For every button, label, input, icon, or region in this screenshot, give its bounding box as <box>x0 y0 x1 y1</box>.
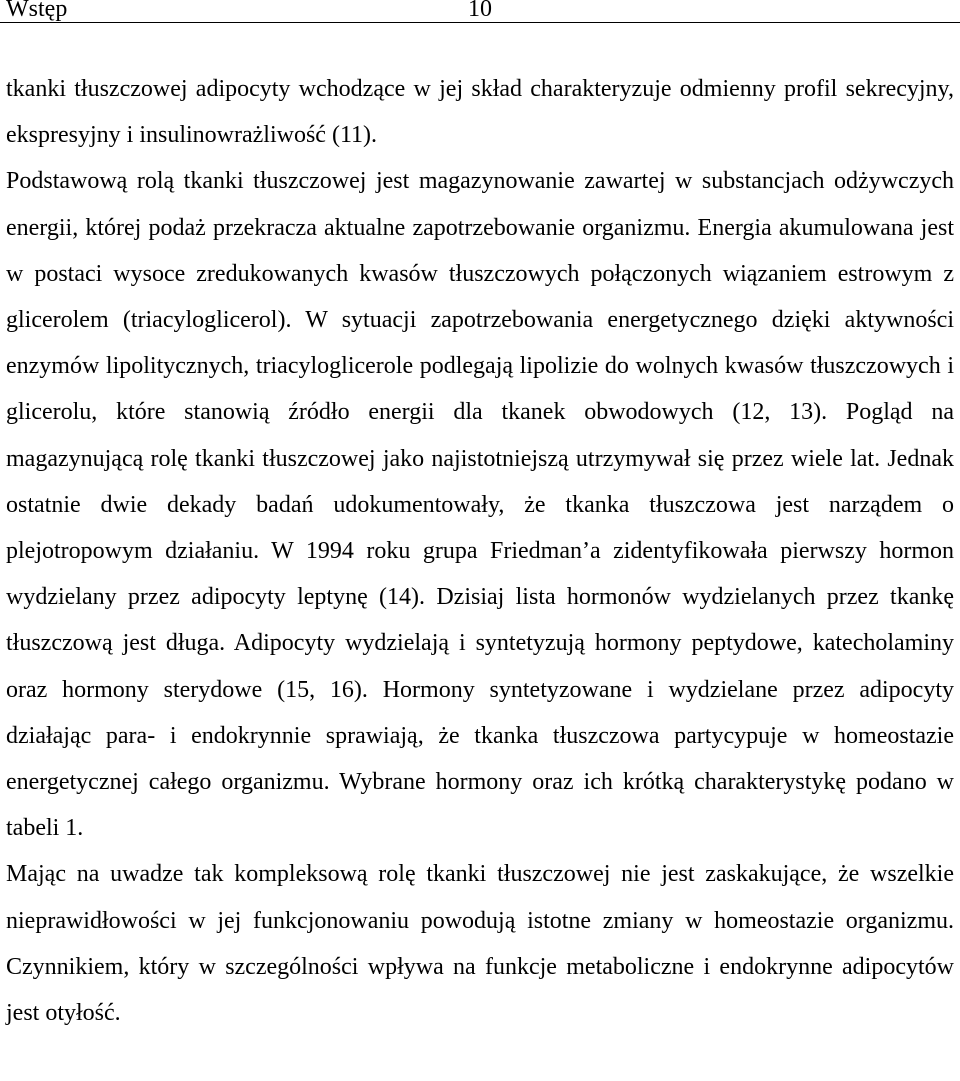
body-text <box>6 66 954 1036</box>
paragraph-2: Podstawową rolą tkanki tłuszczowej jest magazynowanie zawartej w substancjach odżywczych energii, której podaż przekracza aktualne zapotrzebowanie organizmu. Energia akumulowana jest w postaci wysoce zredukowanych kwasów tłuszczowych połączonych wiązaniem estrowym z glicerolem (triacyloglicerol). W sytuacji zapotrzebowania energetycznego dzięki aktywności enzymów lipolitycznych, triacyloglicerole podlegają lipolizie do wolnych kwasów tłuszczowych i glicerolu, które stanowią źródło energii dla tkanek obwodowych (12, 13). Pogląd na magazynującą rolę tkanki tłuszczowej jako najistotniejszą utrzymywał się przez wiele lat. Jednak ostatnie dwie dekady badań udokumentowały, że tkanka tłuszczowa jest narządem o plejotropowym działaniu. W 1994 roku grupa Friedman’a zidentyfikowała pierwszy hormon wydzielany przez adipocyty leptynę (14). Dzisiaj lista hormonów wydzielanych przez tkankę tłuszczową jest długa. Adipocyty wydzielają i syntetyzują hormony peptydowe, katecholaminy oraz hormony sterydowe (15, 16). Hormony syntetyzowane i wydzielane przez adipocyty działając para- i endokrynnie sprawiają, że tkanka tłuszczowa partycypuje w homeostazie energetycznej całego organizmu. Wybrane hormony oraz ich krótką charakterystykę podano w tabeli 1. <box>6 168 954 842</box>
page-header <box>0 0 960 23</box>
page-number: 10 <box>468 0 492 22</box>
paragraph-3: Mając na uwadze tak kompleksową rolę tkanki tłuszczowej nie jest zaskakujące, że wszelkie nieprawidłowości w jej funkcjonowaniu powodują istotne zmiany w homeostazie organizmu. Czynnikiem, który w szczególności wpływa na funkcje metaboliczne i endokrynne adipocytów jest otyłość. <box>6 861 954 1027</box>
section-title: Wstęp <box>6 0 68 22</box>
paragraph-1: tkanki tłuszczowej adipocyty wchodzące w jej skład charakteryzuje odmienny profil sekrecyjny, ekspresyjny i insulinowrażliwość (11). <box>6 76 954 149</box>
